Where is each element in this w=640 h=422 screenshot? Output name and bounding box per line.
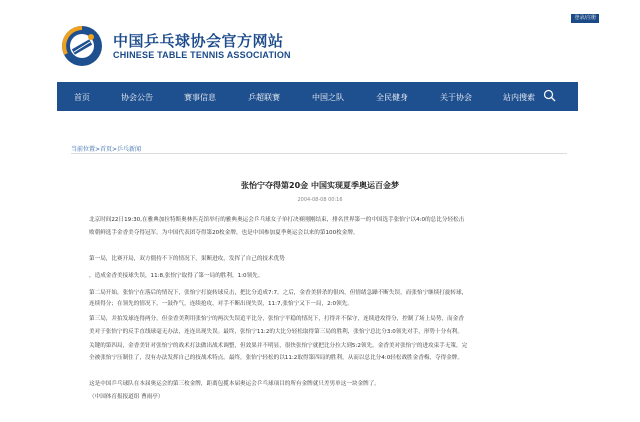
article-line: 美对于张怡宁的反手直线球毫无办法，连连出现失误。最终，张怡宁11:2的大比分轻松取得第三局的胜利，张怡宁总比分3:0领先对手，形势十分有利。 xyxy=(89,329,463,335)
article-title: 张怡宁夺得第20金 中国实现夏季奥运百金梦 xyxy=(241,181,399,190)
nav-site-search[interactable]: 站内搜索 xyxy=(503,93,535,102)
article-line: 第一局，比赛开局，双方僵持不下的情况下，果断进攻，发挥了自己的技术优势 xyxy=(89,256,285,262)
article-date: 2004-08-08 00:16 xyxy=(297,197,343,203)
article-line: 第三局，并拍发球连得两分，但金香美利用张怡宁的两次失误追平比分，张怡宁平稳的情况下，打得并不保守，连续进攻得分，控制了场上局势，而金香 xyxy=(89,316,464,322)
nav-about[interactable]: 关于协会 xyxy=(440,93,472,102)
article-line: 这是中国乒乓球队在本届奥运会的第三枚金牌，距离包揽本届奥运会乒乓球项目的所有金牌就只差男单这一块金牌了。 xyxy=(89,381,380,387)
nav-home[interactable]: 首页 xyxy=(74,93,90,102)
article-line: 连续得分；在领先的情况下，一鼓作气，连续抢攻，对手不断出现失误，11:7,张怡宁又下一局，2:0领先。 xyxy=(89,301,353,307)
nav-fitness[interactable]: 全民健身 xyxy=(376,93,408,102)
article-line: 北京时间22日19:30,在雅典加拉特斯奥林匹克馆举行的雅典奥运会乒乓球女子单打决赛刚刚结束，排名世界第一的中国选手张怡宁以4:0的总比分轻松击 xyxy=(89,217,465,223)
article-line: 全被张怡宁压制住了，没有办法发挥自己的技战术特点。最终，张怡宁轻松的以11:2取得第四局的胜利，从而以总比分4:0轻松战胜金香梅，夺得金牌。 xyxy=(89,355,463,361)
nav-national-team[interactable]: 中国之队 xyxy=(312,93,344,102)
ctta-logo-icon xyxy=(60,24,104,68)
search-icon[interactable] xyxy=(543,89,556,102)
article-line: 败朝鲜选手金香美夺得冠军。为中国代表团夺得第20枚金牌，也是中国参加夏季奥运会以来的第100枚金牌。 xyxy=(89,230,359,236)
nav-events[interactable]: 赛事信息 xyxy=(184,93,216,102)
nav-super-league[interactable]: 乒超联赛 xyxy=(248,93,280,102)
main-nav xyxy=(57,82,578,111)
article-line: ，造成金香美接球失误，11:8,张怡宁取得了第一局的胜利，1:0领先。 xyxy=(89,273,264,279)
nav-announcements[interactable]: 协会公告 xyxy=(121,93,153,102)
site-logo[interactable] xyxy=(60,24,320,68)
site-name-en: CHINESE TABLE TENNIS ASSOCIATION xyxy=(113,50,291,60)
breadcrumb[interactable]: 当前位置>首页>乒乓新闻 xyxy=(71,146,142,153)
article-line: 关键的第四局，金香美针对张怡宁的战术打法做出战术调整，但效果并不明显，很快张怡宁就把比分拉大到5:2领先。金香美对张怡宁的进攻束手无策，完 xyxy=(89,343,468,349)
login-register-link[interactable]: 登录/注册 xyxy=(571,14,599,23)
site-name-cn: 中国乒乓球协会官方网站 xyxy=(113,32,284,50)
article-byline: （中国体育报报道组 曹雨亭） xyxy=(89,394,164,400)
article-line: 第二局开始，张怡宁在落后的情况下，张怡宁打旋转球反击，把比分追成7:7。之后，金香美拼杀的很凶，但情绪急躁不断失误，而张怡宁继续打旋转球， xyxy=(89,290,468,296)
breadcrumb-divider xyxy=(71,153,567,154)
